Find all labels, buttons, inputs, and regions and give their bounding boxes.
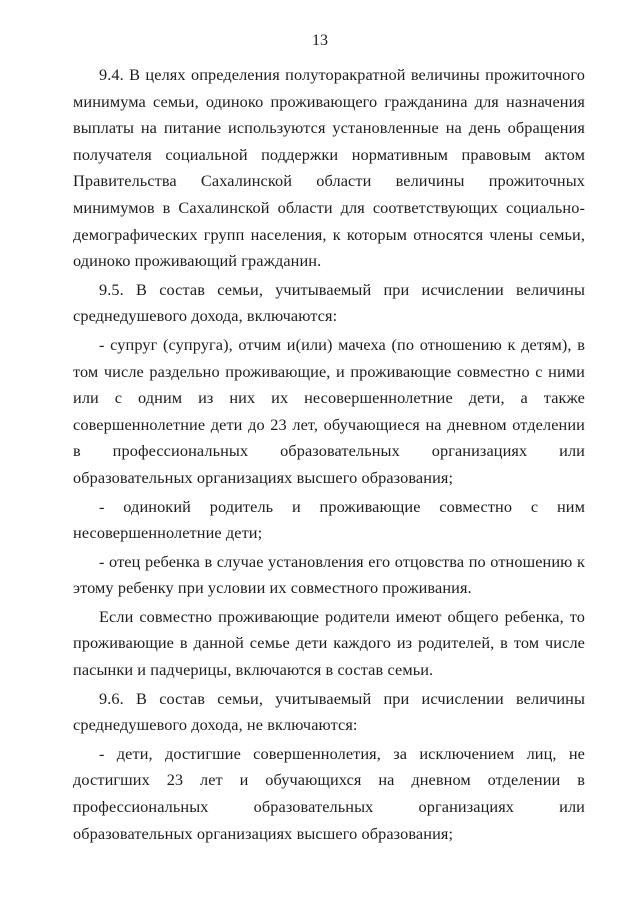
paragraph-9-4: 9.4. В целях определения полуторакратной величины прожиточного минимума семьи, одиноко проживающего гражданина для назначения выплаты на питание используются установленные на день обращения получателя социальной поддержки нормативным правовым актом Правительства Сахалинской области величины прожиточных минимумов в Сахалинской области для соответствующих социально-демографических групп населения, к которым относятся члены семьи, одиноко проживающий гражданин. bbox=[73, 65, 585, 271]
list-item-father: - отец ребенка в случае установления его отцовства по отношению к этому ребенку при условии их совместного проживания. bbox=[73, 551, 585, 598]
paragraph-common-child: Если совместно проживающие родители имеют общего ребенка, то проживающие в данной семье дети каждого из родителей, в том числе пасынки и падчерицы, включаются в состав семьи. bbox=[73, 606, 585, 680]
page-number: 13 bbox=[312, 32, 328, 49]
list-item-single-parent: - одинокий родитель и проживающие совместно с ним несовершеннолетние дети; bbox=[73, 496, 585, 543]
paragraph-9-6: 9.6. В состав семьи, учитываемый при исчислении величины среднедушевого дохода, не включаются: bbox=[73, 688, 585, 735]
list-item-adult-children: - дети, достигшие совершеннолетия, за исключением лиц, не достигших 23 лет и обучающихся на дневном отделении в профессиональных образовательных организациях или образовательных организациях высшего образования; bbox=[73, 743, 585, 843]
paragraph-9-5: 9.5. В состав семьи, учитываемый при исчислении величины среднедушевого дохода, включаются: bbox=[73, 279, 585, 326]
list-item-spouse: - супруг (супруга), отчим и(или) мачеха (по отношению к детям), в том числе раздельно проживающие, и проживающие совместно с ними или с одним из них их несовершеннолетние дети, а также совершеннолетние дети до 23 лет, обучающиеся на дневном отделении в профессиональных образовательных организациях или образовательных организациях высшего образования; bbox=[73, 334, 585, 487]
document-body bbox=[73, 62, 585, 847]
